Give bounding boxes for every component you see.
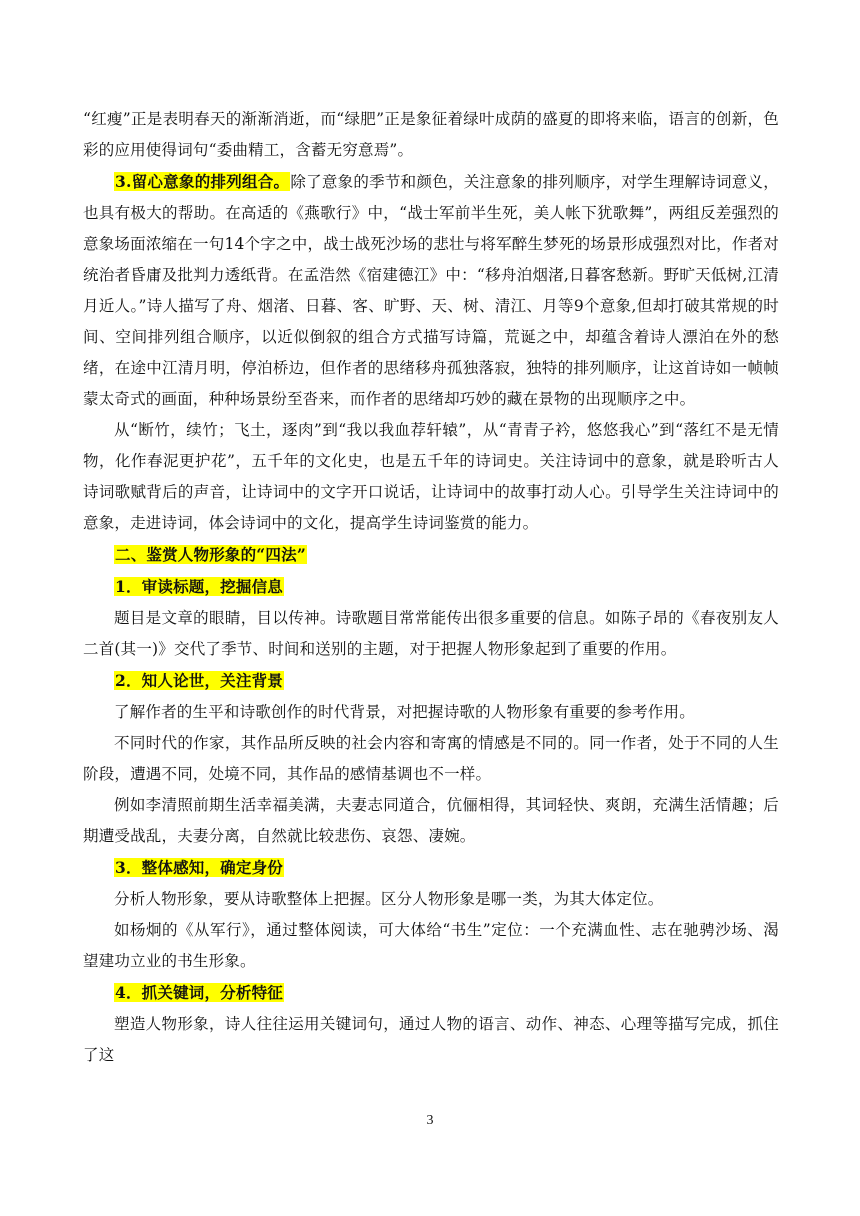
subheading-line	[83, 665, 779, 697]
paragraph-text: 除了意象的季节和颜色，关注意象的排列顺序，对学生理解诗词意义，也具有极大的帮助。在高适的《燕歌行》中，“战士军前半生死，美人帐下犹歌舞”，两组反差强烈的意象场面浓缩在一句14个字之中，战士战死沙场的悲壮与将军醉生梦死的场景形成强烈对比，作者对统治者昏庸及批判力透纸背。在孟浩然《宿建德江》中：“移舟泊烟渚,日暮客愁新。野旷天低树,江清月近人。”诗人描写了舟、烟渚、日暮、客、旷野、天、树、清江、月等9个意象,但却打破其常规的时间、空间排列组合顺序，以近似倒叙的组合方式描写诗篇，荒诞之中，却蕴含着诗人漂泊在外的愁绪，在途中江清月明，停泊桥边，但作者的思绪移舟孤独落寂，独特的排列顺序，让这首诗如一帧帧蒙太奇式的画面，种种场景纷至沓来，而作者的思绪却巧妙的藏在景物的出现顺序之中。	[83, 173, 779, 408]
paragraph: 分析人物形象，要从诗歌整体上把握。区分人物形象是哪一类，为其大体定位。	[114, 890, 664, 908]
page-number: 3	[426, 1113, 434, 1128]
section-heading-line	[83, 539, 779, 571]
subheading: 4．抓关键词，分析特征	[115, 983, 283, 1002]
paragraph: 题目是文章的眼睛，目以传神。诗歌题目常常能传出很多重要的信息。如陈子昂的《春夜别友人二首(其一)》交代了季节、时间和送别的主题，对于把握人物形象起到了重要的作用。	[83, 609, 779, 658]
paragraph: 从“断竹，续竹；飞土，逐肉”到“我以我血荐轩辕”，从“青青子衿，悠悠我心”到“落红不是无情物，化作春泥更护花”，五千年的文化史，也是五千年的诗词史。关注诗词中的意象，就是聆听古人诗词歌赋背后的声音，让诗词中的文字开口说话，让诗词中的故事打动人心。引导学生关注诗词中的意象，走进诗词，体会诗词中的文化，提高学生诗词鉴赏的能力。	[83, 421, 779, 532]
paragraph: 塑造人物形象，诗人往往运用关键词句，通过人物的语言、动作、神态、心理等描写完成，抓住了这	[83, 1015, 779, 1064]
document-body	[83, 104, 779, 1071]
paragraph: 如杨炯的《从军行》，通过整体阅读，可大体给“书生”定位：一个充满血性、志在驰骋沙场、渴望建功立业的书生形象。	[83, 921, 779, 970]
paragraph: 例如李清照前期生活幸福美满，夫妻志同道合，伉俪相得，其词轻快、爽朗，充满生活情趣；后期遭受战乱，夫妻分离，自然就比较悲伤、哀怨、凄婉。	[83, 796, 779, 845]
subheading-line	[83, 571, 779, 603]
paragraph: “红瘦”正是表明春天的渐渐消逝，而“绿肥”正是象征着绿叶成荫的盛夏的即将来临，语言的创新，色彩的应用使得词句“委曲精工，含蓄无穷意焉”。	[83, 110, 779, 159]
subheading-line	[83, 977, 779, 1009]
highlighted-heading: 3.留心意象的排列组合。	[115, 172, 290, 191]
subheading: 2．知人论世，关注背景	[115, 671, 283, 690]
section-heading: 二、鉴赏人物形象的“四法”	[115, 545, 306, 564]
paragraph	[83, 166, 779, 415]
subheading: 3．整体感知，确定身份	[115, 858, 283, 877]
paragraph: 了解作者的生平和诗歌创作的时代背景，对把握诗歌的人物形象有重要的参考作用。	[114, 703, 695, 721]
subheading-line	[83, 852, 779, 884]
subheading: 1．审读标题，挖掘信息	[115, 577, 283, 596]
paragraph: 不同时代的作家，其作品所反映的社会内容和寄寓的情感是不同的。同一作者，处于不同的人生阶段，遭遇不同，处境不同，其作品的感情基调也不一样。	[83, 734, 779, 783]
